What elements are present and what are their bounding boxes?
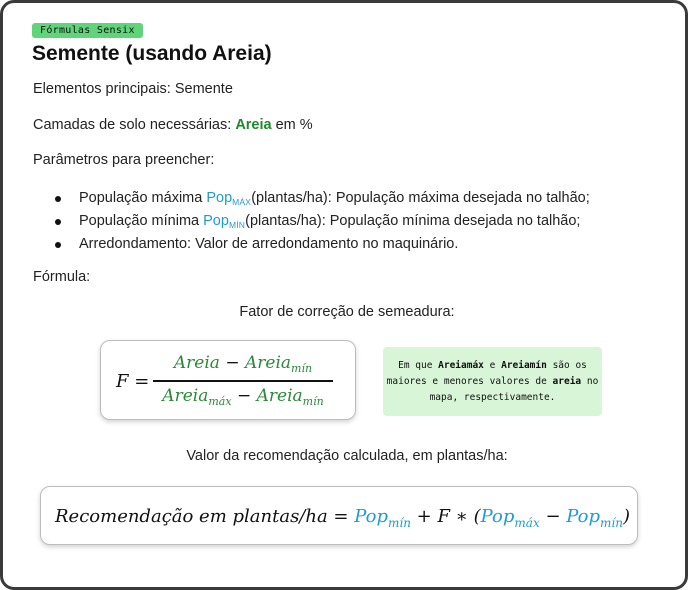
note-text: são os maiores e menores valores de	[386, 360, 587, 387]
denominator-term-a: Areia	[162, 385, 209, 406]
category-tag: Fórmulas Sensix	[32, 23, 143, 38]
param-label: População máxima	[79, 190, 207, 206]
numerator-operator: −	[219, 353, 245, 373]
elements-line: Elementos principais: Semente	[33, 81, 233, 97]
note-bold: Areiamín	[501, 360, 547, 371]
explanation-note	[383, 347, 602, 416]
rec-close-paren: )	[622, 506, 630, 527]
denominator-subscript-a: máx	[208, 394, 232, 408]
layers-prefix: Camadas de solo necessárias:	[33, 117, 236, 133]
rec-operator: + F ∗ (	[410, 506, 481, 527]
param-description: (plantas/ha): População mínima desejada no talhão;	[245, 213, 581, 229]
formula-lhs: F =	[116, 371, 150, 392]
params-list	[55, 187, 590, 256]
denominator-subscript-b: mín	[302, 394, 324, 408]
note-bold: Areiamáx	[438, 360, 484, 371]
note-bold: areia	[552, 376, 582, 387]
numerator-subscript: mín	[291, 362, 313, 375]
rec-term: Pop	[566, 506, 600, 527]
recommendation-heading: Valor da recomendação calculada, em plantas/ha:	[186, 448, 508, 464]
page-title: Semente (usando Areia)	[32, 42, 272, 65]
params-heading: Parâmetros para preencher:	[33, 152, 215, 168]
rec-term: Pop	[480, 506, 515, 527]
recommendation-formula-box	[40, 486, 638, 545]
fraction-numerator	[153, 353, 333, 377]
rec-operator: −	[539, 506, 567, 527]
rec-subscript: mín	[387, 516, 411, 530]
rec-subscript: máx	[514, 516, 540, 530]
rec-lhs: Recomendação em plantas/ha =	[55, 506, 355, 527]
numerator-term-a: Areia	[173, 353, 220, 373]
param-description: Arredondamento: Valor de arredondamento no maquinário.	[79, 236, 459, 252]
layers-line	[33, 117, 313, 133]
note-text: e	[483, 360, 502, 371]
list-item	[55, 187, 590, 210]
param-description: (plantas/ha): População máxima desejada no talhão;	[251, 190, 590, 206]
layers-suffix: em %	[271, 117, 313, 133]
param-subscript: MÍN	[228, 220, 246, 230]
fraction-bar	[153, 380, 333, 382]
list-item	[55, 233, 590, 256]
param-subscript: MÁX	[232, 197, 252, 207]
formula-heading: Fórmula:	[33, 269, 91, 285]
correction-formula-box	[100, 340, 356, 420]
param-label: População mínima	[79, 213, 204, 229]
layers-highlight: Areia	[235, 117, 272, 133]
correction-heading: Fator de correção de semeadura:	[239, 304, 455, 320]
fraction-denominator	[153, 386, 333, 408]
param-variable: Pop	[203, 213, 229, 229]
denominator-term-b: Areia	[256, 385, 303, 406]
formula-fraction	[153, 353, 333, 408]
list-item	[55, 210, 590, 233]
numerator-term-b: Areia	[245, 353, 292, 373]
rec-term: Pop	[354, 506, 388, 527]
note-text: Em que	[398, 360, 439, 371]
rec-subscript: mín	[600, 516, 623, 530]
param-variable: Pop	[206, 190, 233, 206]
note-text: no mapa, respectivamente.	[429, 376, 599, 403]
denominator-operator: −	[231, 385, 257, 406]
